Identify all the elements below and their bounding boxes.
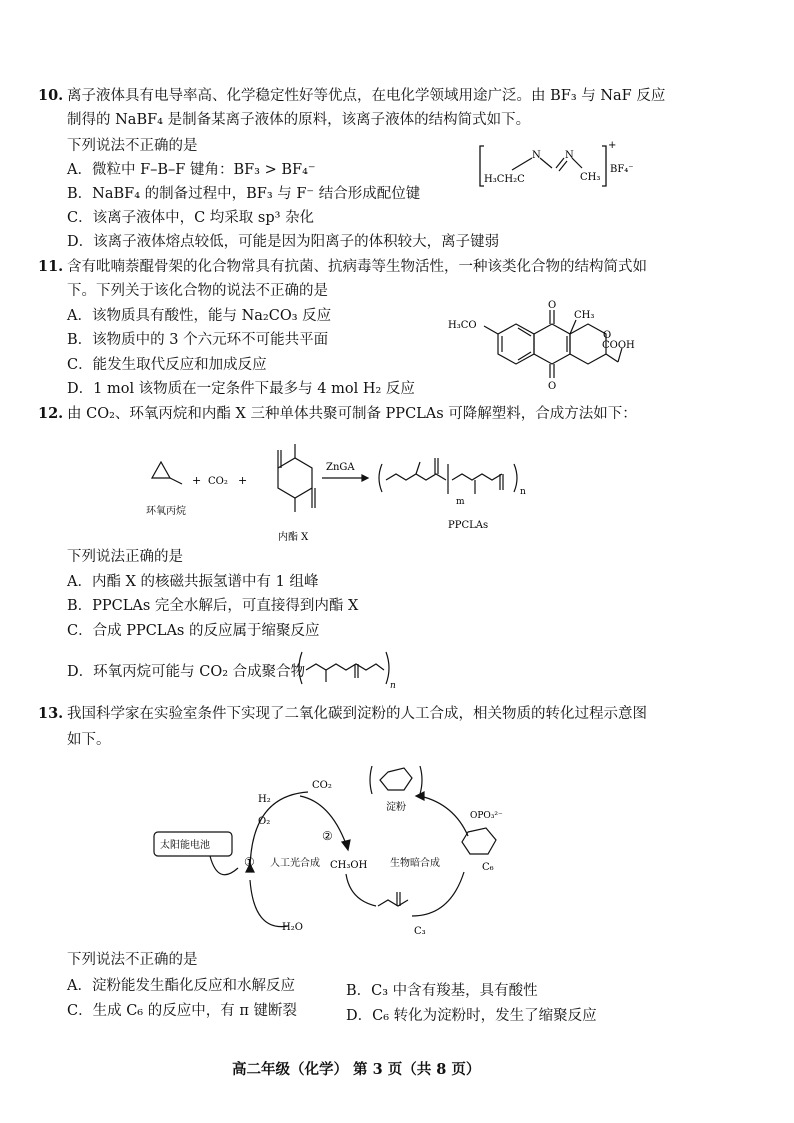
question-10-prompt: 下列说法不正确的是 [67, 138, 198, 154]
methyl-label: CH₃ [580, 172, 601, 183]
question-10-stem-line2: 制得的 NaBF₄ 是制备某离子液体的原料，该离子液体的结构简式如下。 [67, 112, 531, 128]
methanol-label: CH₃OH [330, 860, 368, 871]
question-11-stem-line1: 含有吡喃萘醌骨架的化合物常具有抗菌、抗病毒等生物活性，一种该类化合物的结构简式如 [67, 259, 647, 275]
step-1-label: ① [244, 855, 255, 869]
product-label: PPCLAs [448, 520, 489, 531]
anion-label: BF₄⁻ [610, 164, 634, 175]
question-12-option-c: C．合成 PPCLAs 的反应属于缩聚反应 [67, 623, 320, 639]
question-13-option-b: B．C₃ 中含有羧基，具有酸性 [346, 983, 538, 999]
question-13-option-d: D．C₆ 转化为淀粉时，发生了缩聚反应 [346, 1008, 597, 1024]
question-11-stem-line2: 下。下列关于该化合物的说法不正确的是 [67, 283, 328, 299]
question-13-prompt: 下列说法不正确的是 [67, 952, 198, 968]
biological-dark-synthesis-label: 生物暗合成 [390, 858, 440, 869]
methoxy-label: H₃CO [448, 320, 477, 331]
question-12-stem: 由 CO₂、环氧丙烷和内酯 X 三种单体共聚可制备 PPCLAs 可降解塑料，合成方法如下： [67, 406, 637, 422]
carboxyl-label: COOH [602, 340, 635, 351]
artificial-photosynthesis-label: 人工光合成 [270, 858, 320, 869]
carbonyl-top-label: O [548, 300, 557, 311]
epoxide-label: 环氧丙烷 [146, 506, 186, 517]
question-10-number: 10. [38, 87, 64, 104]
catalyst-label: ZnGA [326, 462, 355, 473]
question-13-option-a: A．淀粉能发生酯化反应和水解反应 [67, 978, 295, 994]
phosphate-label: OPO₃²⁻ [470, 811, 503, 821]
repeat-n: n [520, 487, 526, 497]
question-13-stem-line2: 如下。 [67, 732, 111, 748]
question-11-option-a: A．该物质具有酸性，能与 Na₂CO₃ 反应 [67, 308, 332, 324]
cation-charge: + [608, 140, 617, 151]
ppclas-synthesis-scheme [130, 428, 550, 546]
question-11-option-d: D．1 mol 该物质在一定条件下最多与 4 mol H₂ 反应 [67, 381, 415, 397]
nitrogen-1-label: N [532, 150, 541, 161]
c3-label: C₃ [414, 926, 426, 937]
ring-oxygen-label: O [603, 330, 612, 341]
step-2-label: ② [322, 829, 333, 843]
co2-to-starch-diagram [150, 756, 550, 946]
co2-reagent: CO₂ [208, 476, 228, 487]
optD-repeat-n: n [390, 681, 396, 691]
starch-label: 淀粉 [386, 802, 406, 813]
question-10-option-a: A．微粒中 F–B–F 键角：BF₃ > BF₄⁻ [67, 162, 316, 178]
plus-sign-1: + [192, 474, 202, 487]
h2-label: H₂ [258, 794, 271, 805]
polycarbonate-structure [296, 644, 406, 692]
plus-sign-2: + [238, 474, 248, 487]
question-10-option-b: B．NaBF₄ 的制备过程中，BF₃ 与 F⁻ 结合形成配位键 [67, 186, 421, 202]
question-13-stem-line1: 我国科学家在实验室条件下实现了二氧化碳到淀粉的人工合成，相关物质的转化过程示意图 [67, 706, 647, 722]
o2-label: O₂ [258, 816, 271, 827]
question-13-number: 13. [38, 705, 64, 722]
question-13-option-c: C．生成 C₆ 的反应中，有 π 键断裂 [67, 1003, 297, 1019]
question-12-option-d: D．环氧丙烷可能与 CO₂ 合成聚合物 [67, 664, 306, 680]
question-12-option-a: A．内酯 X 的核磁共振氢谱中有 1 组峰 [67, 574, 319, 590]
page-footer: 高二年级（化学） 第 3 页（共 8 页） [232, 1061, 481, 1078]
c6-label: C₆ [482, 862, 494, 873]
pyranonaphthoquinone-structure [448, 290, 638, 398]
nitrogen-2-label: N [565, 150, 574, 161]
question-11-number: 11. [38, 258, 64, 275]
question-10-option-c: C．该离子液体中，C 均采取 sp³ 杂化 [67, 210, 315, 226]
repeat-m: m [456, 497, 465, 507]
question-12-number: 12. [38, 405, 64, 422]
question-12-prompt: 下列说法正确的是 [67, 549, 183, 565]
question-10-stem-line1: 离子液体具有电导率高、化学稳定性好等优点，在电化学领域用途广泛。由 BF₃ 与 NaF 反应 [67, 88, 666, 104]
methyl-label: CH₃ [574, 310, 595, 321]
solar-cell-label: 太阳能电池 [160, 840, 210, 851]
ethyl-label: H₃CH₂C [484, 174, 525, 185]
h2o-label: H₂O [282, 922, 303, 933]
ionic-liquid-structure [476, 138, 636, 194]
question-12-option-b: B．PPCLAs 完全水解后，可直接得到内酯 X [67, 598, 359, 614]
question-11-option-c: C．能发生取代反应和加成反应 [67, 357, 267, 373]
question-10-option-d: D．该离子液体熔点较低，可能是因为阳离子的体积较大，离子键弱 [67, 234, 500, 250]
carbonyl-bottom-label: O [548, 381, 557, 392]
question-11-option-b: B．该物质中的 3 个六元环不可能共平面 [67, 332, 329, 348]
co2-label: CO₂ [312, 780, 332, 791]
lactone-x-label: 内酯 X [278, 532, 309, 543]
